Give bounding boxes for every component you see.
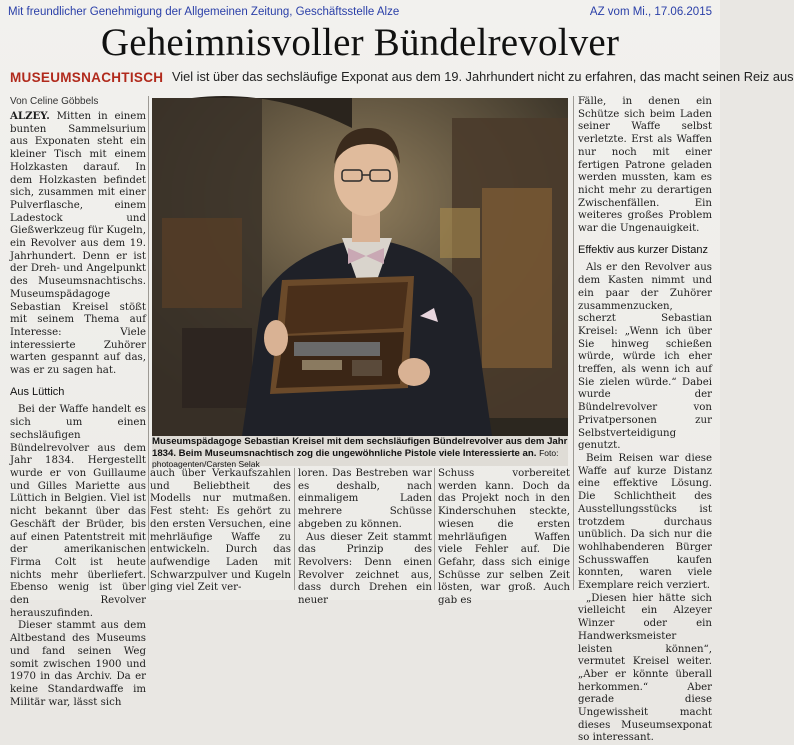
paragraph-text: Mitten in einem bunten Sammelsurium aus Exponaten steht ein kleiner Tisch mit einem Holzkasten darauf. In dem Holzkasten befindet sich, zusammen mit einer Pulverflasche, einem Ladestock und Gießwerkzeug für Kugeln, ein Revolver aus dem 19. Jahrhundert. Denn er ist der Dreh- und Angelpunkt des Museumsnachtischs. Museumspädagoge Sebastian Kreisel stößt mit seinem Thema auf Interesse: Viele interessierte Zuhörer warten gespannt auf das, was er zu sagen hat. — [10, 111, 146, 377]
paragraph: Fälle, in denen ein Schütze sich beim Laden seiner Waffe selbst verletzte. Erst als Waffen nur noch mit einer fertigen Patrone geladen werden mussten, kam es nicht mehr zu derartigen Zwischenfällen. Ein weiteres großes Problem war die Ungenauigkeit. — [578, 96, 712, 235]
article-column-5 — [578, 96, 712, 745]
paragraph: Aus dieser Zeit stammt das Prinzip des Revolvers: Denn einen Revolver zeichnet aus, dass durch Drehen ein neuer — [298, 531, 432, 607]
paragraph: „Diesen hier hätte sich vielleicht ein Alzeyer Winzer oder ein Handwerksmeister leisten können“, vermutet Kreisel weiter. „Aber er könnte überall herkommen.“ Aber gerade diese Ungewissheit macht dieses Museumsexponat so interessant. — [578, 592, 712, 744]
column-divider — [434, 468, 435, 590]
photo-illustration — [152, 98, 568, 436]
article-photo — [152, 98, 568, 436]
paragraph: Schuss vorbereitet werden kann. Doch da das Projekt noch in den Kinderschuhen steckte, wiesen die ersten mehrläufigen Waffen viele Fehler auf. Die Gefahr, dass sich einige Schüsse zur selben Zeit lösten, war groß. Auch gab es — [438, 468, 570, 607]
dateline: ALZEY. — [10, 110, 50, 122]
photo-caption — [152, 436, 568, 469]
caption-text: Museumspädagoge Sebastian Kreisel mit dem sechsläufigen Bündelrevolver aus dem Jahr 1834. Beim Museumsnachtisch zog die ungewöhnliche Pistole viele Interessierte an. — [152, 436, 568, 459]
photo-credit: Foto: photoagenten/Carsten Selak — [152, 447, 559, 469]
article-column-4 — [438, 468, 570, 608]
paragraph: auch über Verkaufszahlen und Beliebtheit des Modells nur mutmaßen. Fest steht: Es gehört zu den ersten Versuchen, eine mehrläufige Waffe zu entwickeln. Durch das aufwendige Laden mit Schwarzpulver und Kugeln ging viel Zeit ver- — [150, 468, 291, 594]
article-column-3 — [298, 468, 432, 608]
article-column-2 — [150, 468, 291, 595]
subheadline: Viel ist über das sechsläufige Exponat aus dem 19. Jahrhundert nicht zu erfahren, das macht seinen Reiz aus — [172, 69, 794, 84]
byline: Von Celine Göbbels — [10, 96, 99, 107]
subheading: Aus Lüttich — [10, 385, 65, 398]
headline: Geheimnisvoller Bündelrevolver — [100, 21, 620, 64]
paragraph: loren. Das Bestreben war es deshalb, nach einmaligem Laden mehrere Schüsse abgeben zu können. — [298, 468, 432, 530]
column-divider — [148, 96, 149, 590]
paragraph — [10, 110, 146, 378]
paragraph: Beim Reisen war diese Waffe auf kurze Distanz eine effektive Lösung. Die Schlichtheit des Ausstellungsstücks ist trotzdem durchaus unüblich. Da sich nur die wohlhabenderen Bürger Schusswaffen kaufen konnten, waren viele Exemplare reich verziert. — [578, 452, 712, 592]
kicker: MUSEUMSNACHTISCH — [10, 70, 164, 85]
column-divider — [573, 96, 574, 590]
paragraph: Bei der Waffe handelt es sich um einen sechsläufigen Bündelrevolver aus dem Jahr 1834. Hergestellt wurde er von Guillaume und Gilles Mariette aus Lüttich in Belgien. Viel ist nicht bekannt über das Geschäft der Brüder, bis auf einen Patentstreit mit der amerikanischen Firma Colt ist heute nichts mehr überliefert. Ebenso wenig ist über den Revolver herauszufinden. — [10, 404, 146, 619]
permission-credit: Mit freundlicher Genehmigung der Allgemeinen Zeitung, Geschäftsstelle Alze — [8, 6, 400, 18]
article-column-1 — [10, 110, 146, 709]
subheading: Effektiv aus kurzer Distanz — [578, 243, 709, 256]
column-divider — [294, 468, 295, 590]
paragraph: Als er den Revolver aus dem Kasten nimmt und ein paar der Zuhörer zusammenzucken, scherzt Sebastian Kreisel: „Wenn ich über Sie hinweg schießen würde, würde ich eher treffen, als wenn ich auf Sie zielen würde.“ Dabei wurde der Bündelrevolver von Privatpersonen zur Selbstverteidigung genutzt. — [578, 262, 712, 452]
revolver-case — [270, 276, 414, 394]
issue-date: AZ vom Mi., 17.06.2015 — [589, 6, 712, 18]
paragraph: Dieser stammt aus dem Altbestand des Museums und fand seinen Weg somit zwischen 1900 und 1970 in das Archiv. Da er keine Standardwaffe im Militär war, lässt sich — [10, 620, 146, 708]
